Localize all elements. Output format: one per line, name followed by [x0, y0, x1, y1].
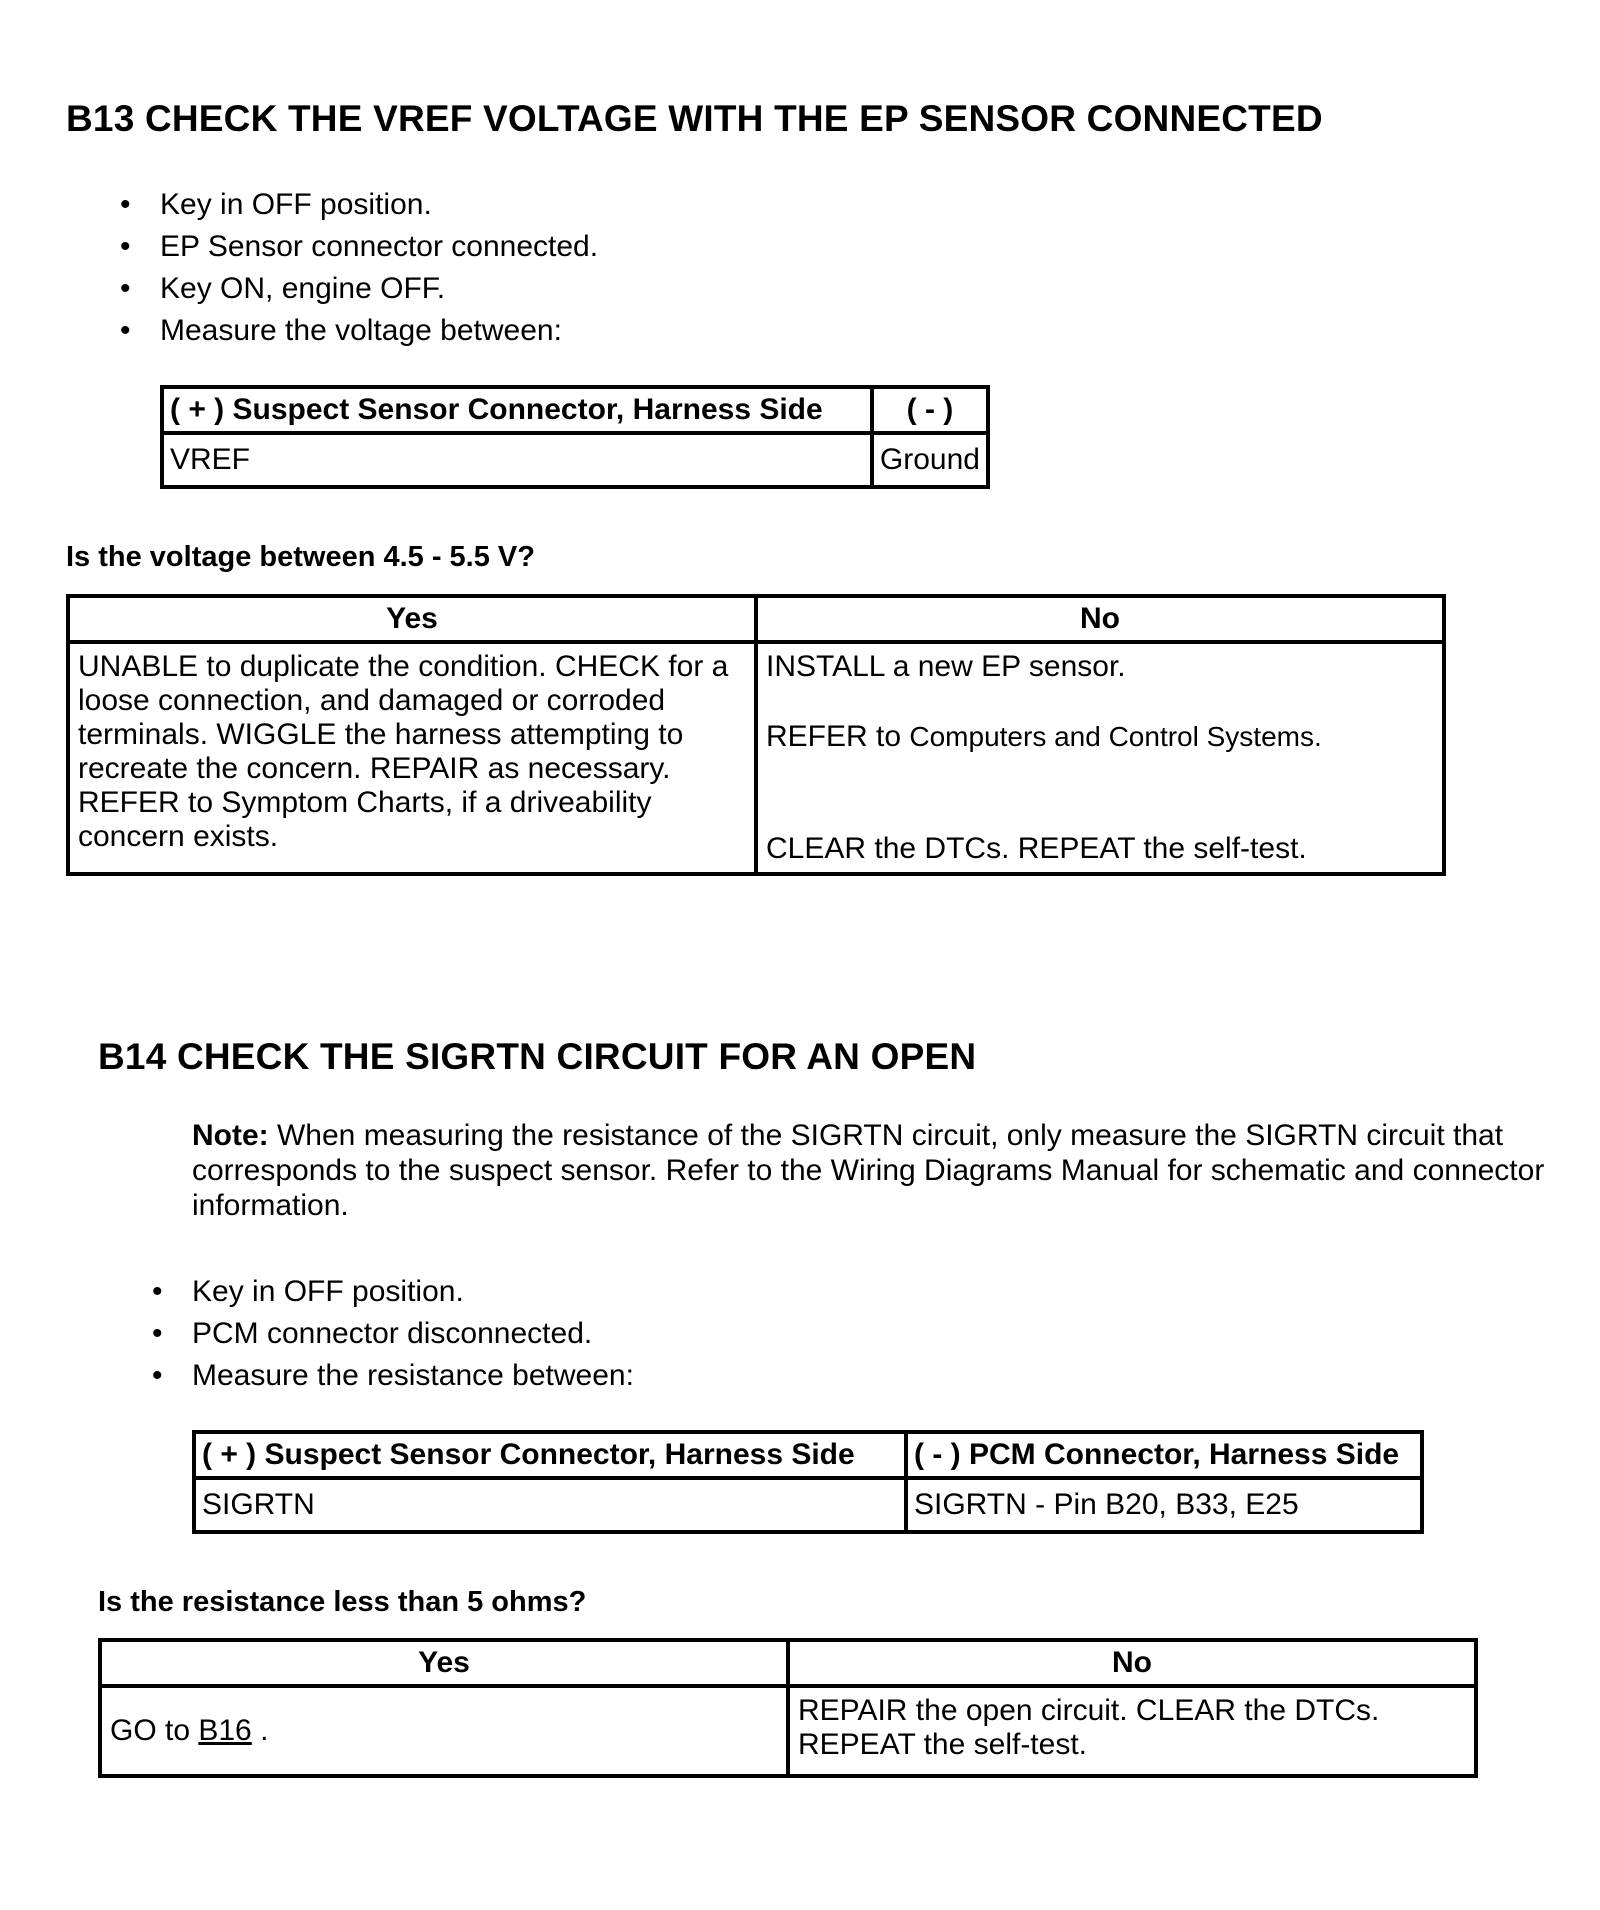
b13-yes-text-1: UNABLE to duplicate the condition. CHECK for a loose connection, and damaged or corroded terminals. WIGGLE the harness attempting to recreate the concern. REPAIR as necessary. [78, 650, 729, 785]
b14-no-header: No [788, 1640, 1476, 1686]
b13-meas-header-positive: ( + ) Suspect Sensor Connector, Harness Side [162, 387, 872, 433]
computers-control-systems-reference: Computers and Control Systems. [909, 721, 1322, 752]
b14-yes-suffix: . [251, 1714, 269, 1747]
b14-yes-cell [100, 1686, 788, 1776]
b14-heading: B14 CHECK THE SIGRTN CIRCUIT FOR AN OPEN [98, 1036, 977, 1077]
b13-no-header: No [756, 596, 1444, 642]
list-item: • EP Sensor connector connected. [120, 226, 598, 268]
list-item: • Key in OFF position. [152, 1271, 634, 1313]
list-item: • Key ON, engine OFF. [120, 268, 598, 310]
b14-measurement-table [192, 1430, 1424, 1534]
list-item: • Measure the voltage between: [120, 310, 598, 352]
b14-note [192, 1118, 1567, 1223]
b14-meas-cell-negative: SIGRTN - Pin B20, B33, E25 [906, 1478, 1422, 1532]
b14-yes-header: Yes [100, 1640, 788, 1686]
b13-yes-header: Yes [68, 596, 756, 642]
list-item: • Measure the resistance between: [152, 1355, 634, 1397]
b14-no-cell: REPAIR the open circuit. CLEAR the DTCs. REPEAT the self-test. [788, 1686, 1476, 1776]
b14-meas-header-positive: ( + ) Suspect Sensor Connector, Harness Side [194, 1432, 906, 1478]
b13-question: Is the voltage between 4.5 - 5.5 V? [66, 541, 535, 573]
b13-yes-text-2: REFER to Symptom Charts, if a driveability concern exists. [78, 786, 652, 853]
b13-measurement-table [160, 385, 990, 489]
b13-meas-cell-negative: Ground [872, 433, 988, 487]
b14-steps-list [152, 1271, 634, 1397]
b13-meas-header-negative: ( - ) [872, 387, 988, 433]
b13-no-text-2-prefix: REFER to [766, 720, 910, 753]
list-item: • Key in OFF position. [120, 184, 598, 226]
b13-no-cell [756, 642, 1444, 874]
b13-steps-list [120, 184, 598, 352]
b14-meas-cell-positive: SIGRTN [194, 1478, 906, 1532]
list-item: • PCM connector disconnected. [152, 1313, 634, 1355]
b13-no-text-3: CLEAR the DTCs. REPEAT the self-test. [766, 832, 1307, 865]
b13-no-text-2 [766, 720, 1434, 754]
b16-link[interactable]: B16 [198, 1714, 252, 1747]
b14-result-table [98, 1638, 1478, 1778]
b14-meas-header-negative: ( - ) PCM Connector, Harness Side [906, 1432, 1422, 1478]
b14-question: Is the resistance less than 5 ohms? [98, 1586, 587, 1618]
b13-heading: B13 CHECK THE VREF VOLTAGE WITH THE EP SENSOR CONNECTED [66, 98, 1323, 139]
b14-note-label: Note: [192, 1119, 269, 1152]
b13-no-text-1: INSTALL a new EP sensor. [766, 650, 1126, 683]
b13-meas-cell-positive: VREF [162, 433, 872, 487]
b14-yes-prefix: GO to [110, 1714, 199, 1747]
b13-result-table [66, 594, 1446, 876]
b13-yes-cell [68, 642, 756, 874]
b14-note-text: When measuring the resistance of the SIGRTN circuit, only measure the SIGRTN circuit that corresponds to the suspect sensor. Refer to the Wiring Diagrams Manual for schematic and connector information. [192, 1119, 1545, 1222]
